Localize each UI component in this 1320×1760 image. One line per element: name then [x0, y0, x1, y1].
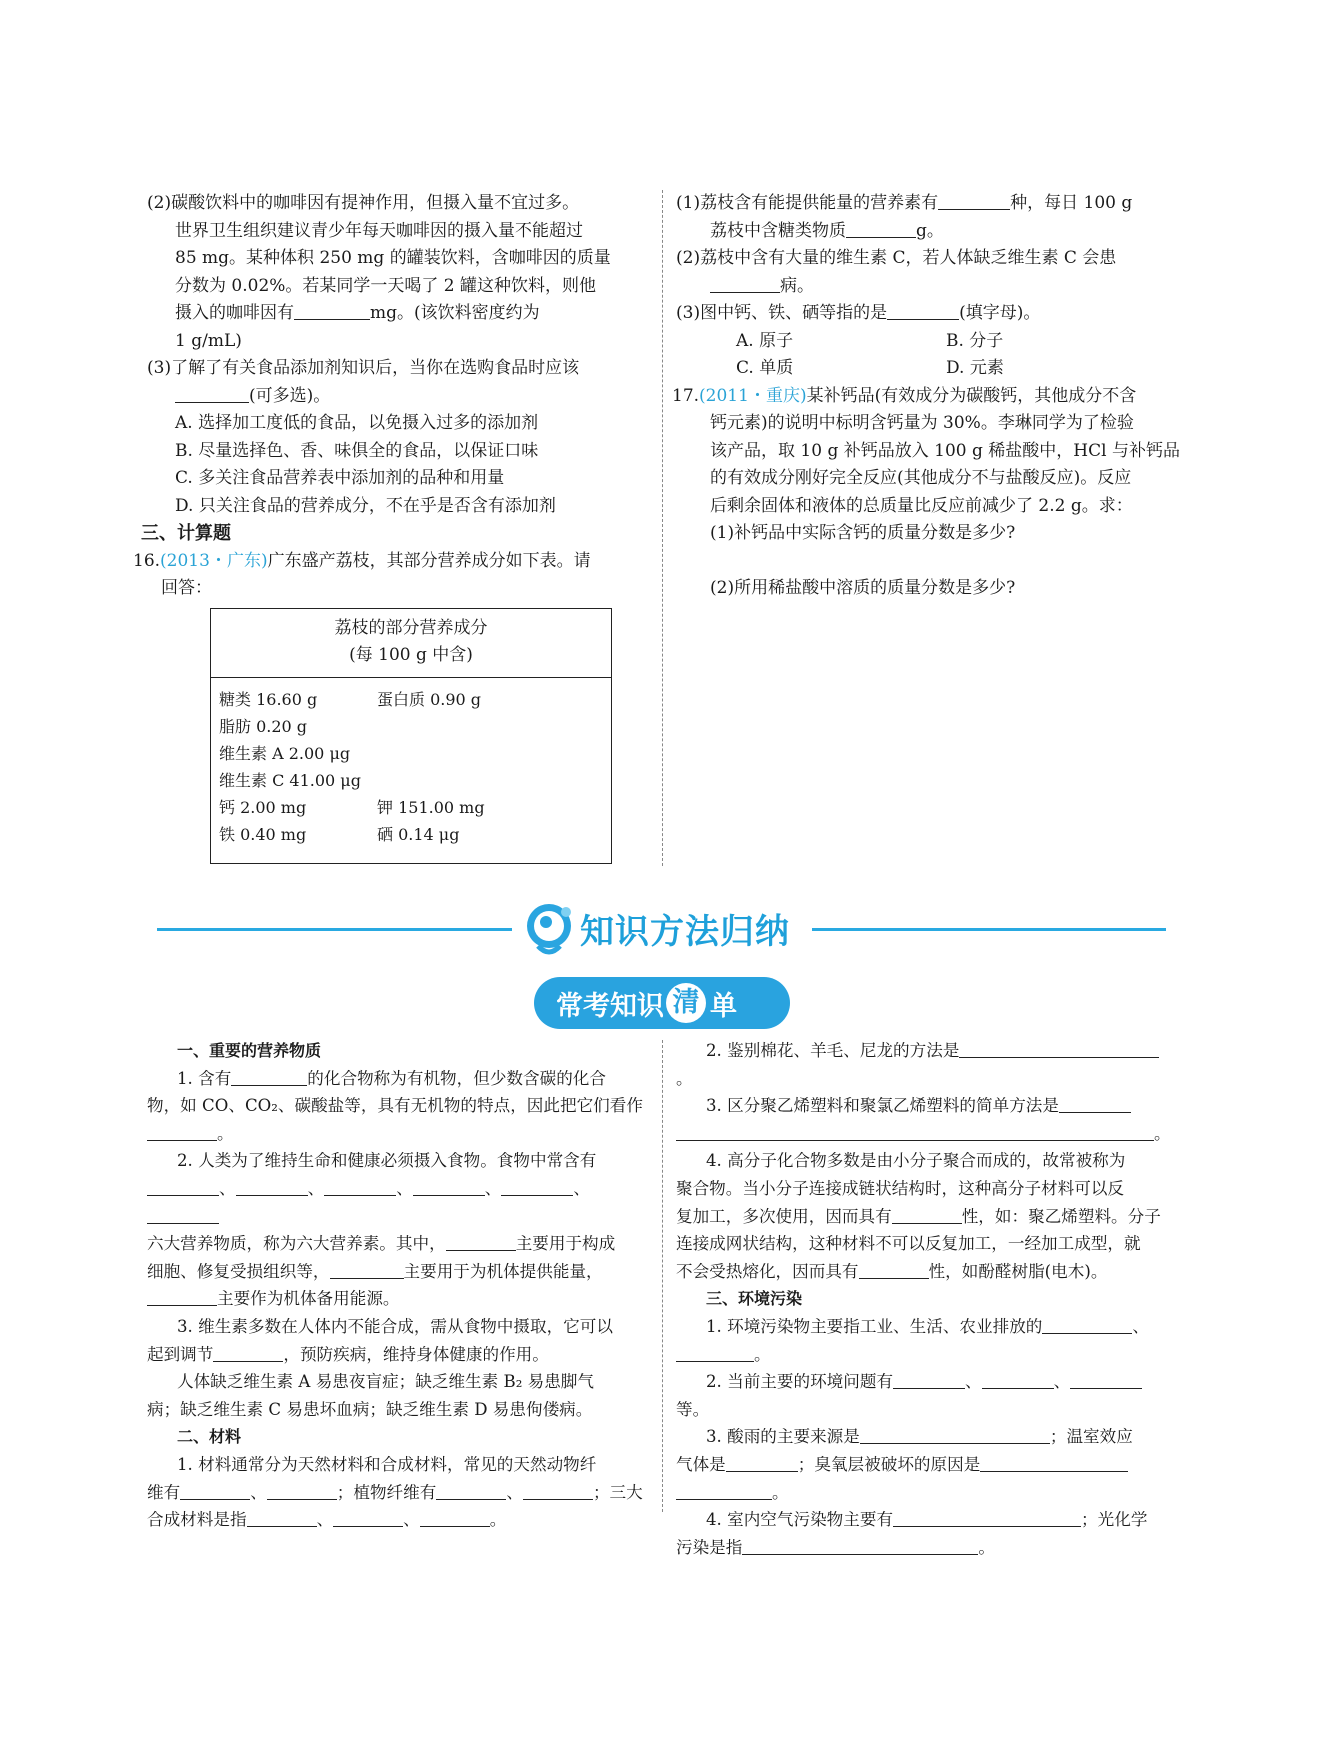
m1-line-3: 合成材料是指 、 、 。 — [147, 1510, 507, 1530]
q3-line-2: (可多选)。 — [147, 383, 649, 411]
p2-line-3: 六大营养物质，称为六大营养素。其中， 主要用于构成 — [147, 1234, 616, 1254]
answer-blank[interactable] — [324, 1177, 396, 1196]
nutrition-table-subtitle: (每 100 g 中含) — [349, 645, 473, 665]
answer-blank[interactable] — [860, 1425, 1050, 1444]
q17-sub-1: (1)补钙品中实际含钙的质量分数是多少? — [710, 523, 1016, 543]
table-row: 维生素 C 41.00 μg — [219, 771, 361, 790]
answer-blank[interactable] — [147, 1122, 217, 1141]
answer-blank[interactable] — [1070, 1370, 1142, 1389]
q3-option-d: D. 只关注食品的营养成分，不在乎是否含有添加剂 — [175, 495, 556, 516]
upper-right-column — [672, 190, 1181, 602]
p3-line-4: 病；缺乏维生素 C 易患坏血病；缺乏维生素 D 易患佝偻病。 — [147, 1399, 593, 1419]
r2-line: 2. 鉴别棉花、羊毛、尼龙的方法是。 — [676, 1037, 1174, 1092]
banner-line-left — [157, 928, 512, 931]
answer-blank[interactable] — [892, 1205, 962, 1224]
section-heading-calc: 三、计算题 — [141, 523, 231, 544]
q3-option-c: C. 多关注食品营养表中添加剂的品种和用量 — [175, 468, 505, 488]
answer-blank[interactable] — [175, 384, 249, 403]
p2-line-2: 、 、 、 、 、 — [147, 1175, 645, 1230]
answer-blank[interactable] — [726, 1453, 798, 1472]
q17-line-4: 的有效成分刚好完全反应(其他成分不与盐酸反应)。反应 — [710, 468, 1132, 488]
p1-line-3: 。 — [147, 1120, 645, 1148]
q3-option-a: A. 选择加工度低的食品，以免摄入过多的添加剂 — [175, 413, 539, 433]
answer-blank[interactable] — [676, 1481, 772, 1500]
q17-sub-2: (2)所用稀盐酸中溶质的质量分数是多少? — [710, 577, 1016, 598]
answer-blank[interactable] — [294, 301, 370, 320]
q17-line-1: 17.(2011・重庆)某补钙品(有效成分为碳酸钙，其他成分不含 — [672, 385, 1137, 406]
r4-line-3: 复加工，多次使用，因而具有 性，如：聚乙烯塑料。分子 — [676, 1206, 1161, 1226]
banner-logo-icon — [520, 900, 578, 958]
p3-line-3: 人体缺乏维生素 A 易患夜盲症；缺乏维生素 B₂ 易患脚气 — [177, 1372, 594, 1392]
answer-blank[interactable] — [436, 1481, 506, 1500]
answer-blank[interactable] — [420, 1508, 490, 1527]
answer-blank[interactable] — [147, 1287, 217, 1306]
nutrition-table-title: 荔枝的部分营养成分 — [334, 618, 488, 638]
table-row: 糖类 16.60 g 蛋白质 0.90 g — [219, 690, 482, 709]
q2-line-5: 摄入的咖啡因有 mg。(该饮料密度约为 — [175, 303, 540, 323]
q2-line-6: 1 g/mL) — [175, 330, 242, 351]
p2-line-4: 细胞、修复受损组织等， 主要用于为机体提供能量， — [147, 1261, 603, 1281]
e1-line-2: 。 — [676, 1341, 1174, 1369]
answer-blank[interactable] — [710, 274, 780, 293]
banner-line-right — [812, 928, 1166, 931]
q16-1-line-2: 荔枝中含糖类物质 g。 — [710, 220, 944, 241]
e3-line-2: 气体是 ；臭氧层被破坏的原因是 — [676, 1451, 1174, 1479]
answer-blank[interactable] — [938, 191, 1010, 210]
answer-blank[interactable] — [980, 1453, 1128, 1472]
answer-blank[interactable] — [859, 1260, 929, 1279]
upper-left-column — [133, 190, 649, 603]
answer-blank[interactable] — [446, 1232, 516, 1251]
r4-line-5: 不会受热熔化，因而具有 性，如酚醛树脂(电木)。 — [676, 1261, 1108, 1281]
column-divider-lower — [662, 1040, 663, 1512]
answer-blank[interactable] — [959, 1039, 1159, 1058]
m1-line-2: 维有 、 ；植物纤维有 、 ；三大 — [147, 1482, 643, 1502]
answer-blank[interactable] — [330, 1260, 404, 1279]
q16-2-line-1: (2)荔枝中含有大量的维生素 C，若人体缺乏维生素 C 会患 — [676, 248, 1117, 268]
answer-blank[interactable] — [147, 1177, 219, 1196]
m1-line-1: 1. 材料通常分为天然材料和合成材料，常见的天然动物纤 — [177, 1454, 597, 1474]
answer-blank[interactable] — [676, 1122, 1154, 1141]
lower-left-column — [147, 1037, 645, 1534]
answer-blank[interactable] — [676, 1343, 754, 1362]
q16-1-line-1: (1)荔枝含有能提供能量的营养素有 种，每日 100 g — [676, 193, 1133, 213]
table-row: 维生素 A 2.00 μg — [219, 744, 351, 763]
section-pill — [534, 977, 790, 1029]
q17-line-2: 钙元素)的说明中标明含钙量为 30%。李琳同学为了检验 — [710, 413, 1134, 433]
answer-blank[interactable] — [501, 1177, 573, 1196]
answer-blank[interactable] — [1059, 1094, 1131, 1113]
column-divider-upper — [662, 190, 663, 866]
r4-line-2: 聚合物。当小分子连接成链状结构时，这种高分子材料可以反 — [676, 1178, 1125, 1198]
answer-blank[interactable] — [846, 219, 916, 238]
answer-blank[interactable] — [267, 1481, 337, 1500]
q16-3-options-row-2: C. 单质 D. 元素 — [736, 358, 1004, 378]
answer-blank[interactable] — [742, 1536, 978, 1555]
heading-nutrients: 一、重要的营养物质 — [177, 1041, 322, 1060]
answer-blank[interactable] — [1042, 1315, 1132, 1334]
p1-line-1: 1. 含有 的化合物称为有机物，但少数含碳的化合 — [177, 1068, 606, 1088]
answer-blank[interactable] — [147, 1205, 219, 1224]
answer-blank[interactable] — [247, 1508, 317, 1527]
banner-title: 知识方法归纳 — [580, 912, 790, 952]
r3-line-2: 。 — [676, 1120, 1174, 1148]
q16-line-2: 回答： — [161, 578, 212, 598]
answer-blank[interactable] — [413, 1177, 485, 1196]
answer-blank[interactable] — [180, 1481, 250, 1500]
p1-line-2: 物，如 CO、CO₂、碳酸盐等，具有无机物的特点，因此把它们看作 — [147, 1096, 643, 1116]
e4-line-1: 4. 室内空气污染物主要有 ；光化学 — [706, 1510, 1148, 1530]
q16-3-line: (3)图中钙、铁、硒等指的是 (填字母)。 — [676, 303, 1041, 323]
e3-line-1: 3. 酸雨的主要来源是 ；温室效应 — [706, 1427, 1133, 1447]
q3-line-1: (3)了解了有关食品添加剂知识后，当你在选购食品时应该 — [147, 358, 580, 378]
p2-line-1: 2. 人类为了维持生命和健康必须摄入食物。食物中常含有 — [177, 1151, 597, 1171]
e2-line: 2. 当前主要的环境问题有 、 、等。 — [676, 1368, 1174, 1423]
answer-blank[interactable] — [893, 1508, 1081, 1527]
r4-line-4: 连接成网状结构，这种材料不可以反复加工，一经加工成型，就 — [676, 1234, 1141, 1254]
answer-blank[interactable] — [893, 1370, 965, 1389]
q16-line-1: 16.(2013・广东)广东盛产荔枝，其部分营养成分如下表。请 — [133, 550, 591, 571]
q2-line-1: (2)碳酸饮料中的咖啡因有提神作用，但摄入量不宜过多。 — [147, 193, 580, 213]
heading-materials: 二、材料 — [177, 1427, 242, 1447]
q16-source: (2013・广东) — [160, 550, 268, 571]
answer-blank[interactable] — [213, 1343, 283, 1362]
q17-line-5: 后剩余固体和液体的总质量比反应前减少了 2.2 g。求： — [710, 495, 1133, 516]
answer-blank[interactable] — [231, 1067, 307, 1086]
pill-circle-2: 单 — [710, 990, 737, 1022]
q16-2-line-2: 病。 — [676, 273, 1181, 301]
table-row: 钙 2.00 mg 钾 151.00 mg — [219, 798, 485, 817]
table-row: 铁 0.40 mg 硒 0.14 μg — [219, 825, 460, 844]
q2-line-3: 85 mg。某种体积 250 mg 的罐装饮料，含咖啡因的质量 — [175, 248, 611, 268]
heading-environment: 三、环境污染 — [706, 1289, 803, 1309]
answer-blank[interactable] — [523, 1481, 593, 1500]
answer-blank[interactable] — [887, 301, 959, 320]
table-row: 脂肪 0.20 g — [219, 717, 308, 736]
p2-line-5: 主要作为机体备用能源。 — [147, 1285, 645, 1313]
r4-line-1: 4. 高分子化合物多数是由小分子聚合而成的，故常被称为 — [706, 1151, 1126, 1171]
p3-line-1: 3. 维生素多数在人体内不能合成，需从食物中摄取，它可以 — [177, 1316, 613, 1336]
q2-line-4: 分数为 0.02%。若某同学一天喝了 2 罐这种饮料，则他 — [175, 275, 597, 296]
q2-line-2: 世界卫生组织建议青少年每天咖啡因的摄入量不能超过 — [175, 220, 583, 241]
nutrition-table — [210, 608, 612, 864]
e4-line-2: 污染是指 。 — [676, 1537, 995, 1557]
r3-line-1: 3. 区分聚乙烯塑料和聚氯乙烯塑料的简单方法是 — [676, 1092, 1174, 1120]
nutrition-table-header — [211, 609, 611, 678]
nutrition-table-body — [211, 678, 611, 854]
answer-blank[interactable] — [982, 1370, 1054, 1389]
answer-blank[interactable] — [236, 1177, 308, 1196]
answer-blank[interactable] — [333, 1508, 403, 1527]
lower-right-column — [676, 1037, 1174, 1561]
e3-line-3: 。 — [676, 1479, 1174, 1507]
q3-option-b: B. 尽量选择色、香、味俱全的食品，以保证口味 — [175, 440, 539, 461]
q17-line-3: 该产品，取 10 g 补钙品放入 100 g 稀盐酸中，HCl 与补钙品 — [710, 440, 1180, 461]
pill-text: 常考知识 — [556, 990, 664, 1022]
pill-circle-1: 清 — [666, 983, 706, 1023]
q16-3-options-row-1: A. 原子 B. 分子 — [736, 330, 1004, 351]
q17-source: (2011・重庆) — [699, 385, 807, 406]
p3-line-2: 起到调节 ，预防疾病，维持身体健康的作用。 — [147, 1344, 549, 1364]
e1-line-1: 1. 环境污染物主要指工业、生活、农业排放的 、 — [706, 1316, 1149, 1336]
